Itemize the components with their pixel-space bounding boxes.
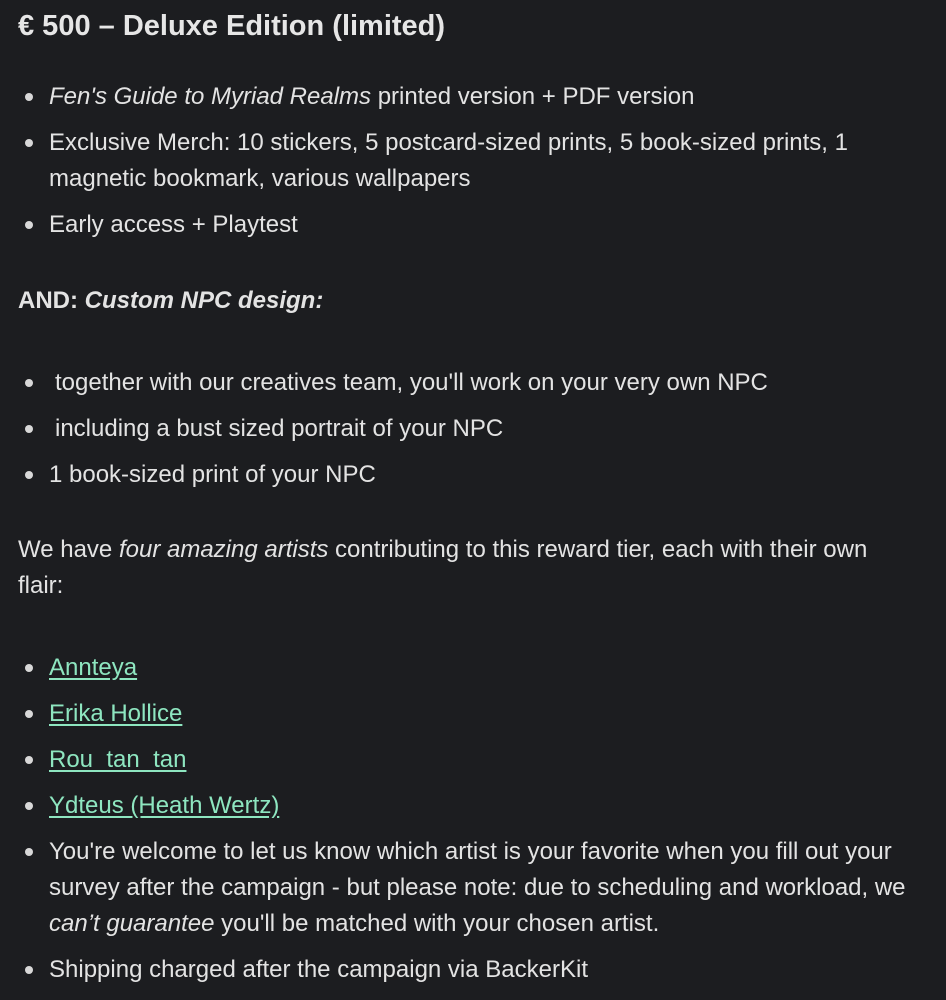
bullet-icon bbox=[25, 379, 33, 387]
and-paragraph bbox=[18, 283, 906, 319]
npc-item-text: together with our creatives team, you'll work on your very own NPC bbox=[55, 369, 768, 396]
intro-emphasis: four amazing artists bbox=[118, 536, 329, 563]
bullet-icon bbox=[25, 802, 33, 810]
artist-link-rou-tan-tan[interactable]: Rou_tan_tan bbox=[49, 746, 187, 773]
shipping-text: Shipping charged after the campaign via BackerKit bbox=[49, 956, 588, 983]
bullet-icon bbox=[25, 139, 33, 147]
list-item bbox=[18, 788, 926, 824]
custom-npc-label: Custom NPC design: bbox=[84, 287, 324, 314]
note-text: you'll be matched with your chosen artist. bbox=[214, 910, 660, 937]
bullet-icon bbox=[25, 664, 33, 672]
artist-link-ydteus[interactable]: Ydteus (Heath Wertz) bbox=[49, 792, 280, 819]
bullet-icon bbox=[25, 848, 33, 856]
bullet-icon bbox=[25, 221, 33, 229]
bullet-icon bbox=[25, 966, 33, 974]
list-item bbox=[18, 207, 926, 243]
bullet-icon bbox=[25, 425, 33, 433]
list-item bbox=[18, 125, 926, 197]
merch-text: Exclusive Merch: 10 stickers, 5 postcard-sized prints, 5 book-sized prints, 1 magnetic bookmark, various wallpapers bbox=[49, 129, 848, 192]
list-item bbox=[18, 696, 926, 732]
artists-list bbox=[18, 650, 926, 988]
book-version-text: printed version + PDF version bbox=[371, 83, 695, 110]
list-item bbox=[18, 834, 926, 942]
artists-intro bbox=[18, 532, 906, 604]
note-text: You're welcome to let us know which artist is your favorite when you fill out your survey after the campaign - but please note: due to scheduling and workload, we bbox=[49, 838, 906, 901]
note-emphasis: can’t guarantee bbox=[49, 910, 215, 937]
list-item bbox=[18, 742, 926, 778]
bullet-icon bbox=[25, 710, 33, 718]
tier-heading: € 500 – Deluxe Edition (limited) bbox=[18, 10, 446, 42]
early-access-text: Early access + Playtest bbox=[49, 211, 298, 238]
list-item bbox=[18, 365, 926, 401]
intro-text: We have bbox=[18, 536, 119, 563]
tier-items-list bbox=[18, 79, 926, 243]
list-item bbox=[18, 457, 926, 493]
list-item bbox=[18, 79, 926, 115]
npc-item-text: including a bust sized portrait of your NPC bbox=[55, 415, 504, 442]
artist-link-annteya[interactable]: Annteya bbox=[49, 654, 138, 681]
bullet-icon bbox=[25, 471, 33, 479]
list-item bbox=[18, 952, 926, 988]
book-title: Fen's Guide to Myriad Realms bbox=[49, 83, 372, 110]
and-label: AND: bbox=[18, 287, 85, 314]
artist-link-erika-hollice[interactable]: Erika Hollice bbox=[49, 700, 183, 727]
bullet-icon bbox=[25, 93, 33, 101]
list-item bbox=[18, 411, 926, 447]
intro-text: contributing to this reward tier, each with their own flair: bbox=[18, 536, 868, 599]
bullet-icon bbox=[25, 756, 33, 764]
npc-item-text: 1 book-sized print of your NPC bbox=[49, 461, 376, 488]
list-item bbox=[18, 650, 926, 686]
npc-items-list bbox=[18, 365, 926, 493]
